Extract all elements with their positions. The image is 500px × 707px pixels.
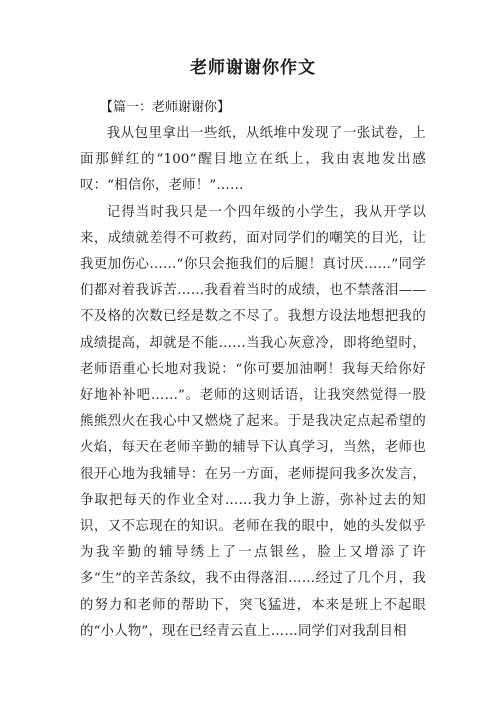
- paragraph-2: 记得当时我只是一个四年级的小学生，我从开学以来，成绩就差得不可救药，面对同学们的嘲笑的目光，让我更加伤心……“你只会拖我们的后腿！真讨厌……”同学们都对着我诉苦……我看着当时的成绩，也不禁落泪——不及格的次数已经是数之不尽了。我想方设法地想把我的成绩提高，却就是不能……当我心灰意冷，即将绝望时，老师语重心长地对我说：“你可要加油啊！我每天给你好好地补补吧……”。老师的这则话语，让我突然觉得一股熊熊烈火在我心中又燃烧了起来。于是我决定点起希望的火焰，每天在老师辛勤的辅导下认真学习，当然，老师也很开心地为我辅导：在另一方面，老师提问我多次发言，争取把每天的作业全对……我力争上游，弥补过去的知识，又不忘现在的知识。老师在我的眼中，她的头发似乎为我辛勤的辅导绣上了一点银丝，脸上又增添了许多“生”的辛苦条纹，我不由得落泪……经过了几个月，我的努力和老师的帮助下，突飞猛进，本来是班上不起眼的“小人物”，现在已经青云直上……同学们对我刮目相: [80, 204, 426, 639]
- section-heading: 【篇一：老师谢谢你】: [100, 100, 231, 115]
- document-title: 老师谢谢你作文: [190, 58, 316, 78]
- paragraph-1: 我从包里拿出一些纸，从纸堆中发现了一张试卷，上面那鲜红的“100”醒目地立在纸上，我由衷地发出感叹：“相信你，老师！”……: [80, 126, 426, 194]
- document-page: [80, 58, 426, 645]
